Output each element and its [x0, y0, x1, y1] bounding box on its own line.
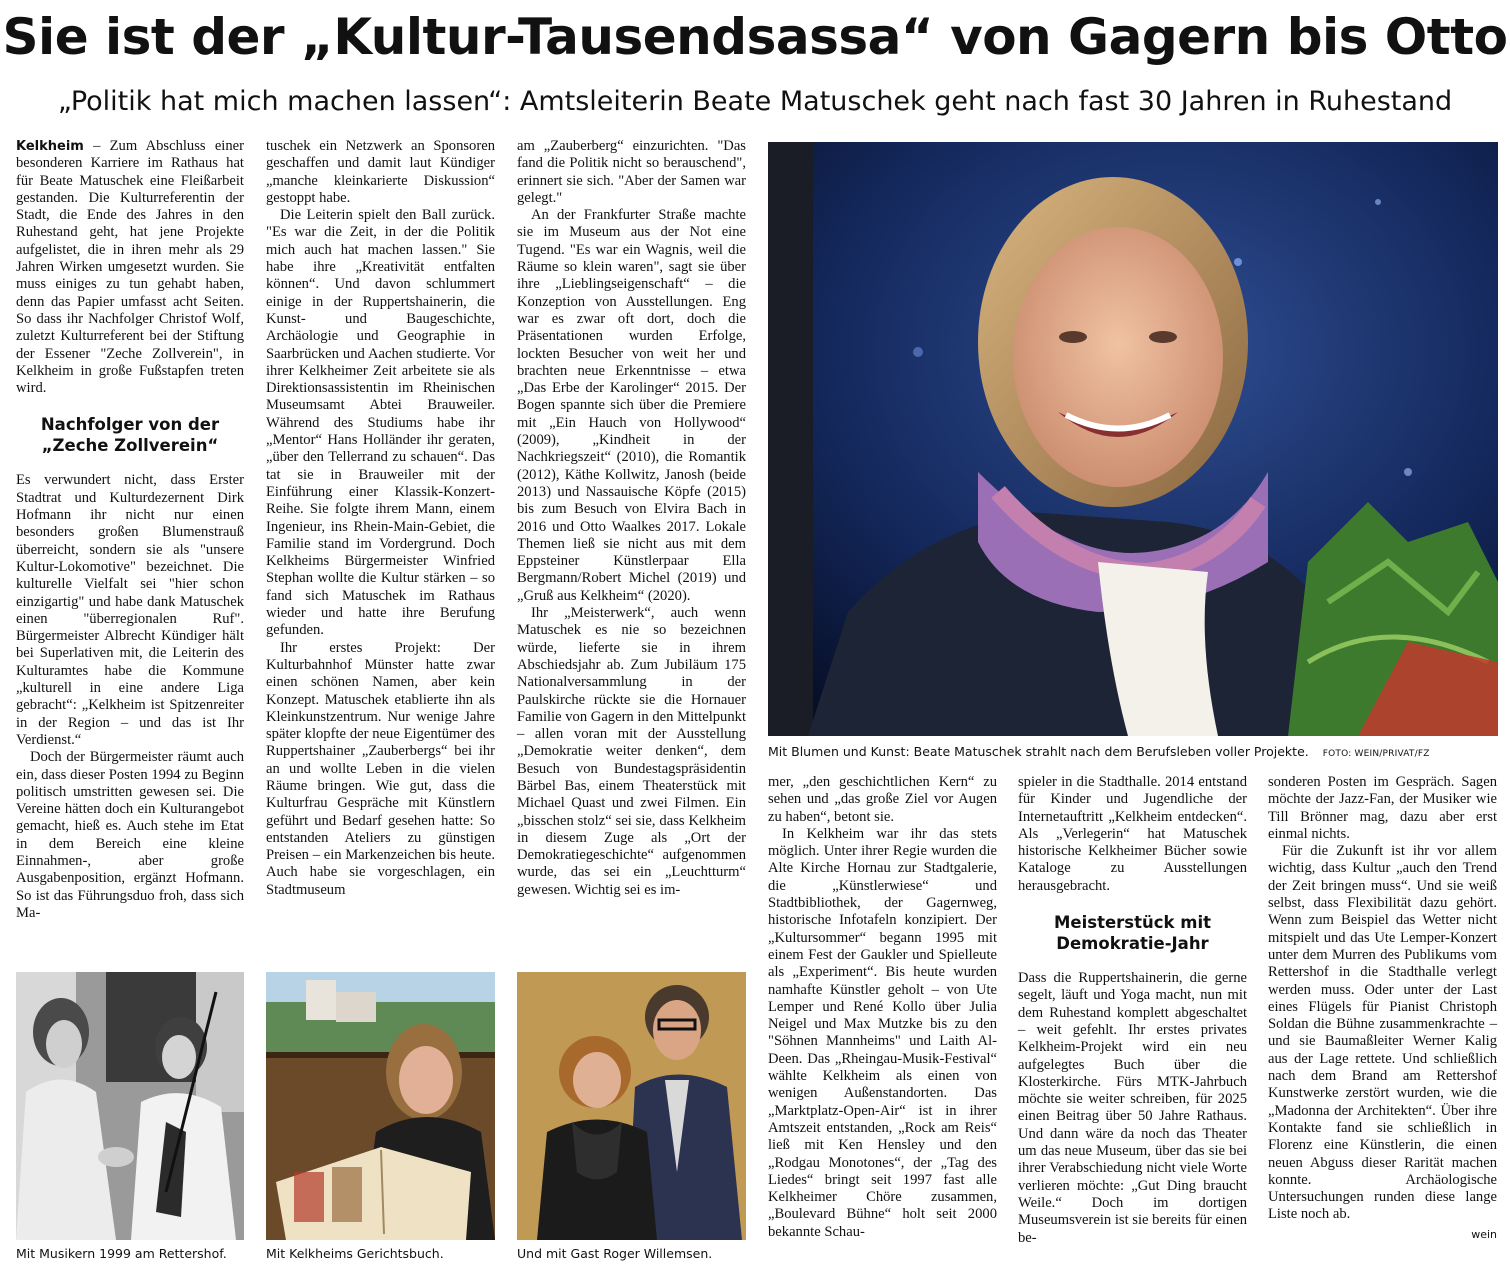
gerichtsbuch-image — [266, 972, 495, 1240]
main-photo — [768, 142, 1498, 736]
paragraph: In Kelkheim war ihr das stets möglich. Unter ihrer Regie wurden die Alte Kirche Hornau zur Stadtgalerie, die „Künstlerwiese“ und Stadtbibliothek, der Gagernweg, historische Infotafeln konzipiert. Der „Kultursommer“ begann 1995 mit einem Fest der Gaukler und Spielleute als „Experiment“. Bis heute wurden namhafte Künstler geholt – von Ute Lemper und René Kollo über Julia Neigel und Max Mutzke bis zu den "Söhnen Mannheims" und Laith Al-Deen. Das „Rheingau-Musik-Festival“ wählte Kelkheim als einen von wenigen Außenstandorten. Das „Marktplatz-Open-Air“ ist in ihrer Amtszeit entstanden, „Rock am Reis“ ließ mit Ken Hensley und den „Rodgau Monotones“, der „Tag des Liedes“ bringt seit 1997 fast alle Kelkheimer Chöre zusammen, „Boulevard Bühne“ holt seit 2000 bekannte Schau- — [768, 825, 997, 1240]
paragraph: Es verwundert nicht, dass Erster Stadtrat und Kulturdezernent Dirk Hofmann ihr nicht nur einen besonders großen Blumenstrauß überreicht, sondern sie als "unsere Kultur-Lokomotive" bezeichnet. Die kulturelle Vielfalt sei "hier schon einzigartig" und habe dank Matuschek einen "überregionalen Ruf". Bürgermeister Albrecht Kündiger hält bei Superlativen mit, die Leiterin des Kulturamtes habe die Kommune „kulturell in eine andere Liga gebracht“: „Kelkheim ist Spitzenreiter in der Region – und das ist Ihr Verdienst.“ — [16, 472, 244, 748]
photo-musicians — [16, 972, 244, 1240]
paragraph: Ihr erstes Projekt: Der Kulturbahnhof Münster hatte zwar einen schönen Namen, aber kein Konzept. Matuschek etablierte ihn als Kleinkunstzentrum. Nur wenige Jahre später klopfte der neue Eigentümer des Ruppertshainer „Zauberbergs“ bei ihr an und wollte Leben in die vielen Räume bringen. Wie gut, dass die Kulturfrau Gespräche mit Künstlern geführt und Bedarf gesehen hatte: So entstanden Ateliers zu günstigen Preisen – ein Markenzeichen bis heute. Auch habe sie vorgeschlagen, ein Stadtmuseum — [266, 639, 495, 898]
subheadline: „Politik hat mich machen lassen“: Amtsleiterin Beate Matuschek geht nach fast 30 Jahren in Ruhestand — [57, 86, 1453, 117]
musicians-image — [16, 972, 244, 1240]
photo-credit: FOTO: WEIN/PRIVAT/FZ — [1322, 749, 1430, 759]
section-heading-2: Meisterstück mit Demokratie-Jahr — [1054, 913, 1211, 954]
author-signature: wein — [1471, 1227, 1497, 1241]
main-photo-caption: Mit Blumen und Kunst: Beate Matuschek strahlt nach dem Berufsleben voller Projekte. FOTO: WEIN/PRIVAT/FZ — [768, 744, 1430, 759]
column-5 — [1018, 774, 1247, 1247]
paragraph: Dass die Ruppertshainerin, die gerne segelt, läuft und Yoga macht, nun mit dem Ruhestand komplett abgeschaltet – weit gefehlt. Ihr erstes privates Kelkheim-Projekt wird ein neu aufgelegtes Buch über die Klosterkirche. Fürs MTK-Jahrbuch möchte sie weiter schreiben, für 2025 einen Beitrag über 50 Jahre Rathaus. Und dann wäre da noch das Theater um das neue Museum, über das sie bei ihrer Verabschiedung nicht viele Worte verlieren möchte: „Gut Ding braucht Weile.“ Doch im dortigen Museumsverein ist sie bereits für einen be- — [1018, 970, 1247, 1246]
column-6 — [1268, 774, 1497, 1243]
paragraph: tuschek ein Netzwerk an Sponsoren geschaffen und damit laut Kündiger „manche kleinkarierte Diskussion“ gestoppt habe. — [266, 138, 495, 206]
willemsen-image — [517, 972, 746, 1240]
column-2 — [266, 138, 495, 899]
paragraph: Für die Zukunft ist ihr vor allem wichtig, dass Kultur „auch den Trend der Zeit bringen muss“. Und sie weiß selbst, dass Flexibilität dazu gehört. Wenn zum Beispiel das Wetter nicht mitspielt und das Ute Lemper-Konzert unter dem Murren des Publikums vom Rettershof in die Stadthalle verlegt werden muss. Oder unter der Last eines Flügels für Pianist Christoph Soldan die Bühne zusammenkrachte – und sie Baumaßleiter Werner Kalig aus der Lage rettete. Und schließlich nach dem Brand am Rettershof Kunstwerke zerstört wurden, wie die „Madonna der Architekten“. Über ihre Kontakte fand sie schließlich in Florenz eine Künstlerin, die einen neuen Abguss dieser Rarität machen konnte. Archäologische Untersuchungen runden diese lange Liste noch ab. — [1268, 843, 1497, 1223]
paragraph: Ihr „Meisterwerk“, auch wenn Matuschek es nie so bezeichnen würde, lieferte sie in ihrem Abschiedsjahr ab. Zum Jubiläum 175 Nationalversammlung in der Paulskirche rückte sie die Hornauer Familie von Gagern in den Mittelpunkt – allen voran mit der Ausstellung „Demokratie weiter denken“, dem Besuch von Bundestagspräsidentin Bärbel Bas, einem Theaterstück mit Michael Quast und zwei Filmen. Ein „bisschen stolz“ sei sie, dass Kelkheim in diesem Zuge als „Ort der Demokratiegeschichte“ aufgenommen wurde, das sei ein „Leuchtturm“ gewesen. Wichtig sei es im- — [517, 605, 747, 898]
paragraph: Doch der Bürgermeister räumt auch ein, dass dieser Posten 1994 zu Beginn politisch umstritten gewesen sei. Die Vereine hätten doch ein Kulturangebot gemacht, hieß es. Auch stehe im Etat in dem Bereich eine kleine Einnahmen-, aber große Ausgabenposition, ergänzt Hofmann. So ist das Führungsduo froh, dass sich Ma- — [16, 749, 244, 921]
paragraph: sonderen Posten im Gespräch. Sagen möchte der Jazz-Fan, der Musiker wie Till Brönner mag, dazu aber erst einmal nichts. — [1268, 774, 1497, 842]
portrait-image — [768, 142, 1498, 736]
paragraph: spieler in die Stadthalle. 2014 entstand für Kinder und Jugendliche der Internetauftritt „Kelkheim entdecken“. Als „Verlegerin“ hat Matuschek historische Kelkheimer Bücher sowie Kataloge zu Ausstellungen herausgebracht. — [1018, 774, 1247, 894]
photo-willemsen-caption: Und mit Gast Roger Willemsen. — [517, 1246, 713, 1261]
dateline: Kelkheim — [16, 139, 84, 154]
photo-gerichtsbuch-caption: Mit Kelkheims Gerichtsbuch. — [266, 1246, 444, 1261]
column-1 — [16, 138, 244, 922]
paragraph: An der Frankfurter Straße machte sie im Museum aus der Not eine Tugend. "Es war ein Wagnis, weil die Räume so klein waren", sagt sie über ihre „Lieblingseigenschaft“ – die Konzeption von Ausstellungen. Eng war es zwar oft dort, doch die Präsentationen wurden Erfolge, lockten Besucher von weit her und brachten neue Erkenntnisse – etwa „Das Erbe der Karolinger“ 2015. Der Bogen spannte sich über die Premiere mit „Ein Hauch von Hollywood“ (2009), „Kindheit in der Nachkriegszeit“ (2010), die Romantik (2012), Käthe Kollwitz, Janosh (beide 2013) und Nassauische Köpfe (2015) bis zum Besuch von Elvira Bach in 2016 und Otto Waalkes 2017. Lokale Themen ließ sie nicht aus mit dem Eppsteiner Künstlerpaar Ella Bergmann/Robert Michel (2019) und „Gruß aus Kelkheim“ (2020). — [517, 207, 746, 604]
photo-gerichtsbuch — [266, 972, 495, 1240]
paragraph: Die Leiterin spielt den Ball zurück. "Es war die Zeit, in der die Politik mich auch hat machen lassen." Sie habe ihre „Kreativität entfalten können“. Und davon schlummert einige in der Ruppertshainerin, die Kunst- und Baugeschichte, Archäologie und Geographie in Saarbrücken und Aachen studierte. Vor ihrer Kelkheimer Zeit arbeitete sie als Direktionsassistentin im Rheinischen Museumsamt Abtei Brauweiler. Während des Studiums habe ihr „Mentor“ Hans Holländer ihr geraten, „über den Tellerrand zu schauen“. Das tat sie in Brauweiler mit der Einführung einer Klassik-Konzert-Reihe. Sie folgte ihrem Mann, einem Ingenieur, ins Rhein-Main-Gebiet, die Familie stand im Vordergrund. Doch Kelkheims Bürgermeister Winfried Stephan wollte die Kultur stärken – so fand sich Matuschek im Rathaus wieder und hatte ihre Berufung gefunden. — [266, 207, 495, 639]
headline: Sie ist der „Kultur-Tausendsassa“ von Gagern bis Otto — [2, 8, 1508, 66]
section-heading-1: Nachfolger von der „Zeche Zollverein“ — [40, 415, 220, 456]
column-4 — [768, 774, 997, 1241]
paragraph: Kelkheim – Zum Abschluss einer besonderen Karriere im Rathaus hat für Beate Matuschek eine Fleißarbeit gestanden. Die Kulturreferentin der Stadt, die Ende des Jahres in den Ruhestand geht, hat jene Projekte aufgelistet, die in ihren mehr als 29 Jahren Wirken umgesetzt wurden. Sie muss einiges zu tun gehabt haben, denn das Papier umfasst acht Seiten. So dass ihr Nachfolger Christof Wolf, zuletzt Kulturreferent bei der Stiftung der Essener "Zeche Zollverein", in Kelkheim in große Fußstapfen treten wird. — [16, 138, 244, 397]
column-3 — [517, 138, 746, 899]
photo-musicians-caption: Mit Musikern 1999 am Rettershof. — [16, 1246, 227, 1261]
photo-willemsen — [517, 972, 746, 1240]
paragraph: mer, „den geschichtlichen Kern“ zu sehen und „das große Ziel vor Augen zu haben“, betont sie. — [768, 774, 997, 825]
paragraph: am „Zauberberg“ einzurichten. "Das fand die Politik nicht so berauschend", erinnert sie sich. "Aber der Samen war gelegt." — [517, 138, 746, 206]
